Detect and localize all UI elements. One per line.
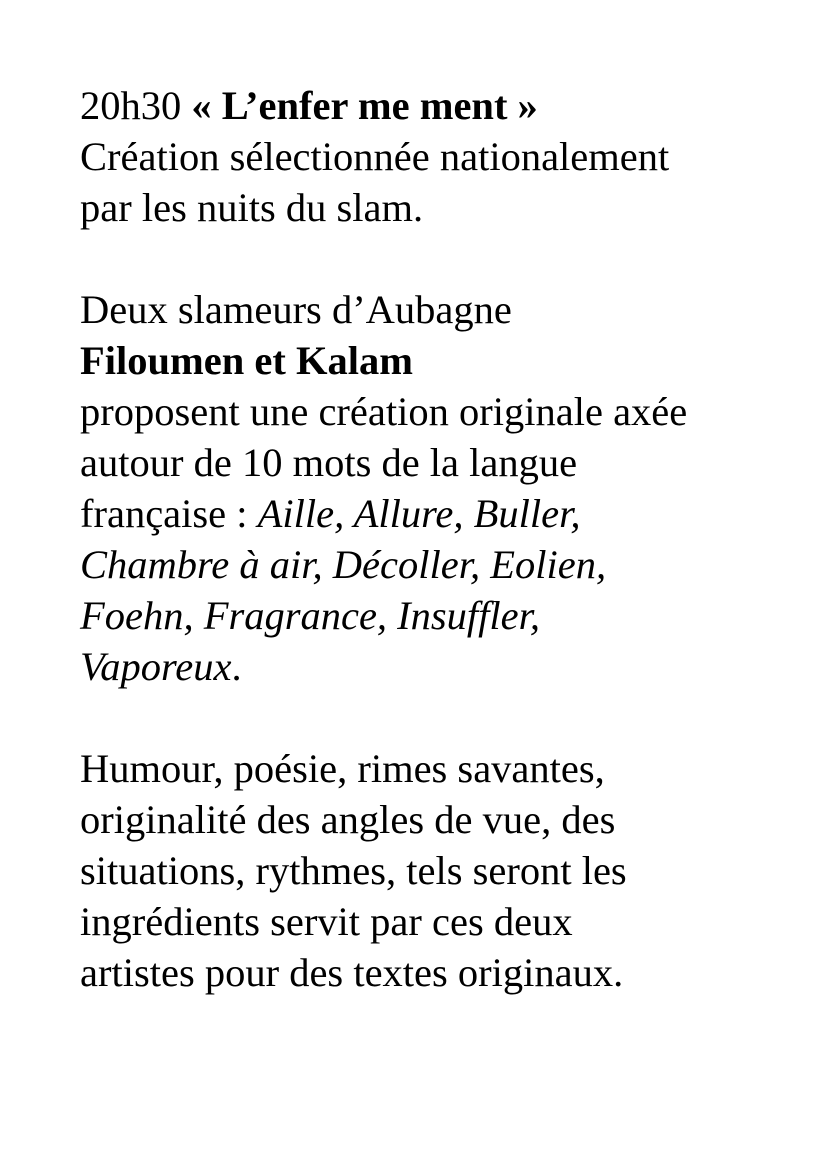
paragraph-gap-2: [80, 692, 780, 743]
words-prefix: française :: [80, 491, 258, 536]
words-list-part-3: Foehn, Fragrance, Insuffler,: [80, 593, 541, 638]
intro-line-4: autour de 10 mots de la langue: [80, 440, 578, 485]
document-page: [80, 80, 780, 998]
title-line: [80, 80, 780, 131]
words-list-part-1: Aille, Allure, Buller,: [257, 491, 581, 536]
words-list-end: .: [231, 644, 242, 689]
description-line-4: ingrédients servit par ces deux: [80, 899, 573, 944]
words-list-part-2: Chambre à air, Décoller, Eolien,: [80, 542, 607, 587]
intro-line: Deux slameurs d’Aubagne: [80, 287, 512, 332]
intro-line-5: [80, 488, 780, 539]
intro-line-7: [80, 590, 780, 641]
intro-line-8: [80, 641, 780, 692]
event-title: « L’enfer me ment »: [191, 83, 538, 128]
words-list-part-4: Vaporeux: [80, 644, 232, 689]
description-line-2: originalité des angles de vue, des: [80, 797, 616, 842]
description-line-1: Humour, poésie, rimes savantes,: [80, 746, 605, 791]
intro-line-3: proposent une création originale axée: [80, 389, 688, 434]
selection-line: Création sélectionnée nationalement: [80, 134, 670, 179]
selection-line-2: par les nuits du slam.: [80, 185, 424, 230]
artists-name: [80, 335, 780, 386]
event-time: 20h30: [80, 83, 182, 128]
intro-line-6: [80, 539, 780, 590]
description-line-5: artistes pour des textes originaux.: [80, 950, 624, 995]
paragraph-gap: [80, 233, 780, 284]
description-line-3: situations, rythmes, tels seront les: [80, 848, 627, 893]
artists-name-bold: Filoumen et Kalam: [80, 338, 413, 383]
